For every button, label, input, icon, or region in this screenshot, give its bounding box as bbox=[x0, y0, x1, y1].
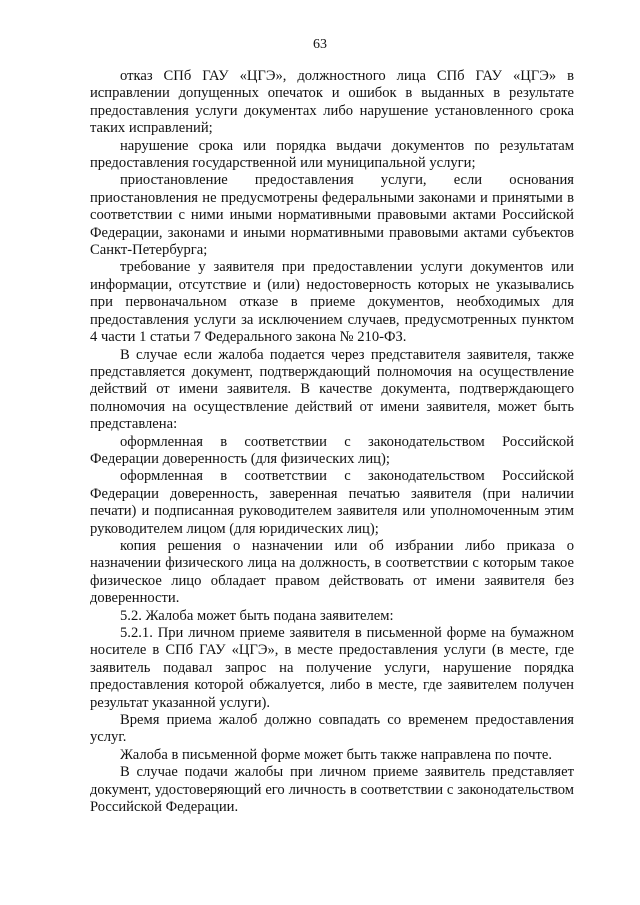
paragraph-postal-complaint: Жалоба в письменной форме может быть также направлена по почте. bbox=[120, 746, 553, 763]
paragraph-document-requirement: требование у заявителя при предоставлении услуги документов или информации, отсутствие и (или) недостоверность которых не указывались при первоначальном отказе в приеме документов, необходимых для предоставления услуги за исключением случаев, предусмотренных пунктом 4 части 1 статьи 7 Федерального закона № 210-ФЗ. bbox=[90, 259, 574, 346]
paragraph-refusal-corrections: отказ СПб ГАУ «ЦГЭ», должностного лица СПб ГАУ «ЦГЭ» в исправлении допущенных опечаток и ошибок в выданных в результате предоставления услуги документах либо нарушение установленного срока таких исправлений; bbox=[90, 68, 574, 137]
paragraph-issue-deadline-violation: нарушение срока или порядка выдачи документов по результатам предоставления государственной или муниципальной услуги; bbox=[90, 137, 574, 172]
document-body bbox=[90, 68, 574, 816]
paragraph-section-5-2-1: 5.2.1. При личном приеме заявителя в письменной форме на бумажном носителе в СПб ГАУ «ЦГЭ», в месте предоставления услуги (в месте, где заявитель подавал запрос на получение услуги, нарушение порядка предоставления которой обжалуется, либо в месте, где заявителем получен результат указанной услуги). bbox=[90, 625, 574, 711]
paragraph-identity-document: В случае подачи жалобы при личном приеме заявитель представляет документ, удостоверяющий его личность в соответствии с законодательством Российской Федерации. bbox=[90, 764, 574, 816]
paragraph-power-of-attorney-individuals: оформленная в соответствии с законодательством Российской Федерации доверенность (для физических лиц); bbox=[90, 433, 574, 467]
paragraph-power-of-attorney-legal-entities: оформленная в соответствии с законодательством Российской Федерации доверенность, заверенная печатью заявителя (при наличии печати) и подписанная руководителем заявителя или уполномоченным этим руководителем лицом (для юридических лиц); bbox=[90, 468, 574, 537]
paragraph-appointment-decision: копия решения о назначении или об избрании либо приказа о назначении физического лица на должность, в соответствии с которым такое физическое лицо обладает правом действовать от имени заявителя без доверенности. bbox=[90, 537, 574, 607]
paragraph-section-5-2: 5.2. Жалоба может быть подана заявителем: bbox=[120, 607, 394, 624]
paragraph-reception-time: Время приема жалоб должно совпадать со временем предоставления услуг. bbox=[90, 712, 574, 746]
paragraph-suspension: приостановление предоставления услуги, если основания приостановления не предусмотрены федеральными законами и принятыми в соответствии с ними иными нормативными правовыми актами Российской Федерации, законами и иными нормативными правовыми актами субъектов Санкт-Петербурга; bbox=[90, 172, 574, 259]
paragraph-representative: В случае если жалоба подается через представителя заявителя, также представляется документ, подтверждающий полномочия на осуществление действий от имени заявителя. В качестве документа, подтверждающего полномочия на осуществление действий от имени заявителя, может быть представлена: bbox=[90, 346, 574, 433]
page-number: 63 bbox=[313, 37, 327, 52]
